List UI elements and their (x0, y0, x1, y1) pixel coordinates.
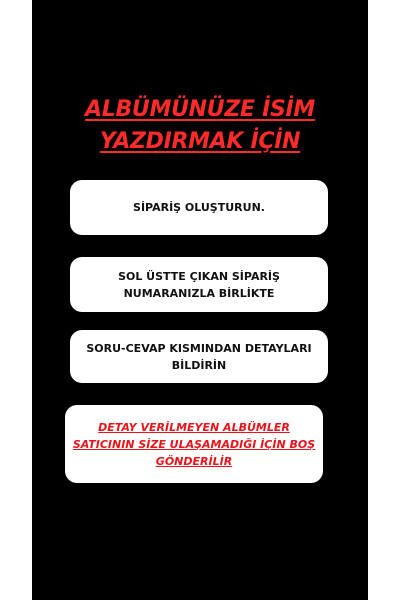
step-2-text-line-1: SOL ÜSTTE ÇIKAN SİPARİŞ (118, 269, 280, 283)
step-3-text-line-2: BİLDİRİN (171, 358, 227, 372)
title-line-2: YAZDIRMAK İÇİN (99, 129, 301, 154)
page-title (32, 94, 368, 158)
step-1-text: SİPARİŞ OLUŞTURUN. (133, 201, 265, 214)
step-card-create-order (70, 180, 328, 235)
warning-text-line-3: GÖNDERİLİR (155, 454, 233, 468)
step-2-text-line-2: NUMARANIZLA BİRLİKTE (123, 286, 275, 300)
step-3-text-line-1: SORU-CEVAP KISMINDAN DETAYLARI (86, 341, 312, 355)
warning-text-line-2: SATICININ SİZE ULAŞAMADIĞI İÇİN BOŞ (72, 437, 316, 451)
step-card-qa-details (70, 330, 328, 383)
warning-card (65, 405, 323, 483)
title-line-1: ALBÜMÜNÜZE İSİM (85, 97, 315, 122)
step-card-order-number (70, 257, 328, 312)
warning-text-line-1: DETAY VERİLMEYEN ALBÜMLER (98, 420, 290, 434)
